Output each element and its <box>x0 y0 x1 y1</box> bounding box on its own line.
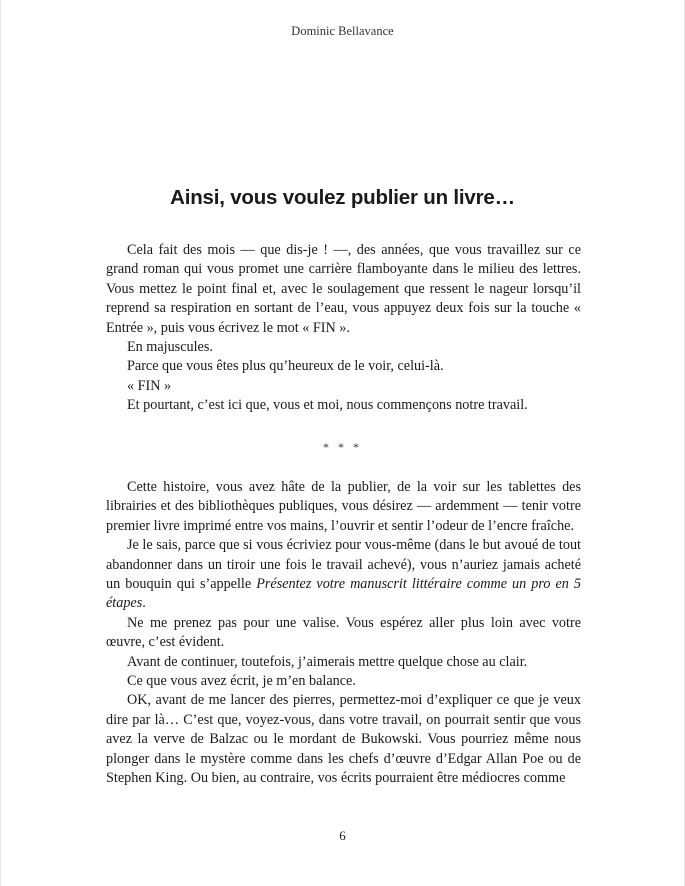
paragraph-8: Ne me prenez pas pour une valise. Vous espérez aller plus loin avec votre œuvre, c’est évident. <box>106 614 581 651</box>
section-1 <box>106 241 581 416</box>
paragraph-4: « FIN » <box>127 377 172 394</box>
paragraph-1: Cela fait des mois — que dis-je ! —, des années, que vous travaillez sur ce grand roman qui vous promet une carrière flamboyante dans le milieu des lettres. Vous mettez le point final et, avec le soulagement que ressent le nageur lorsqu’il reprend sa respiration en sortant de l’eau, vous appuyez deux fois sur la touche « Entrée », puis vous écrivez le mot « FIN ». <box>106 242 581 336</box>
paragraph-7-end: . <box>142 595 146 612</box>
paragraph-10: Ce que vous avez écrit, je m’en balance. <box>127 673 356 690</box>
paragraph-2: En majuscules. <box>127 339 213 356</box>
book-title-italic: Présentez votre manuscrit littéraire comme un pro en 5 étapes <box>106 576 582 612</box>
paragraph-7-text: Je le sais, parce que si vous écriviez pour vous-même (dans le but avoué de tout abandonner dans un tiroir une fois le travail achevé), vous n’auriez jamais acheté un bouquin qui s’appelle <box>106 537 581 593</box>
paragraph-3: Parce que vous êtes plus qu’heureux de le voir, celui-là. <box>127 358 444 375</box>
paragraph-9: Avant de continuer, toutefois, j’aimerais mettre quelque chose au clair. <box>127 653 528 670</box>
running-header-author: Dominic Bellavance <box>291 24 394 38</box>
paragraph-6: Cette histoire, vous avez hâte de la publier, de la voir sur les tablettes des librairies et des bibliothèques publiques, vous désirez — ardemment — tenir votre premier livre imprimé entre vos mains, l’ouvrir et sentir l’odeur de l’encre fraîche. <box>106 479 581 534</box>
paragraph-5: Et pourtant, c’est ici que, vous et moi, nous commençons notre travail. <box>127 397 528 414</box>
paragraph-7 <box>106 536 581 614</box>
section-2 <box>106 478 581 789</box>
section-separator: * * * <box>323 440 362 454</box>
chapter-title: Ainsi, vous voulez publier un livre… <box>170 186 515 209</box>
page-number: 6 <box>339 828 346 843</box>
paragraph-11: OK, avant de me lancer des pierres, permettez-moi d’expliquer ce que je veux dire par là… C’est que, voyez-vous, dans votre travail, on pourrait sentir que vous avez la verve de Balzac ou le mordant de Bukowski. Vous pourriez même nous plonger dans le mystère comme dans les chefs d’œuvre d’Edgar Allan Poe ou de Stephen King. Ou bien, au contraire, vos écrits pourraient être médiocres comme <box>106 692 581 787</box>
